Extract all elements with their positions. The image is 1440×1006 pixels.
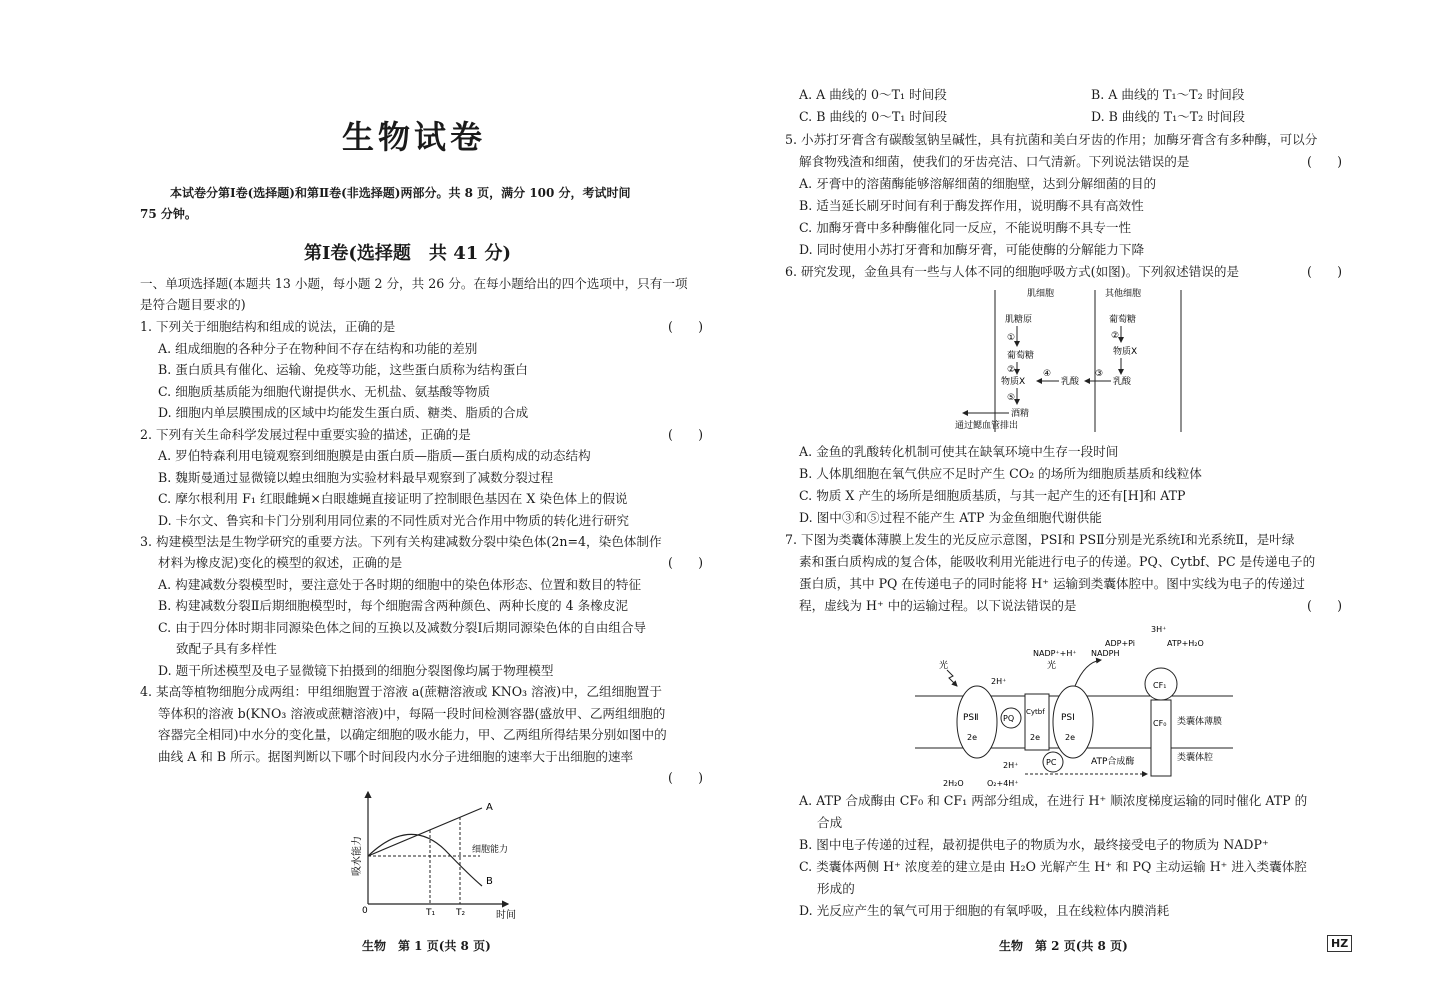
page-footer: 生物 第 1 页(共 8 页) bbox=[362, 939, 491, 953]
cytbf-label: Cytbf bbox=[1026, 708, 1045, 716]
part-heading-cont: 是符合题目要求的) bbox=[140, 297, 246, 312]
question-5: 5. 小苏打牙膏含有碳酸氢钠呈碱性，具有抗菌和美白牙齿的作用；加酶牙膏含有多种酶，可以分 bbox=[785, 132, 1318, 147]
other-cell-label: 其他细胞 bbox=[1105, 289, 1142, 299]
curve-b bbox=[368, 834, 482, 886]
exam-intro-cont: 75 分钟。 bbox=[140, 207, 197, 221]
thylakoid-diagram bbox=[915, 622, 1245, 788]
oxygen-label: O₂+4H⁺ bbox=[987, 779, 1019, 788]
water-label: 2H₂O bbox=[943, 779, 964, 788]
option-c: C. 细胞质基质能为细胞代谢提供水、无机盐、氨基酸等物质 bbox=[158, 384, 491, 399]
page-footer: 生物 第 2 页(共 8 页) bbox=[999, 939, 1128, 953]
muscle-cell-label: 肌细胞 bbox=[1027, 289, 1055, 299]
part-heading: 一、单项选择题(本题共 13 小题，每小题 2 分，共 26 分。在每小题给出的四个选项中，只有一项 bbox=[140, 276, 688, 291]
absorption-graph bbox=[340, 786, 540, 926]
glycogen-label: 肌糖原 bbox=[1005, 315, 1033, 325]
light-arrow-1 bbox=[947, 670, 957, 686]
question-7-cont: 素和蛋白质构成的复合体，能吸收利用光能进行电子的传递。PQ、Cytbf、PC 是传递电子的 bbox=[799, 554, 1316, 569]
option-b: B. 图中电子传递的过程，最初提供电子的物质为水，最终接受电子的物质为 NADP⁺ bbox=[799, 837, 1269, 852]
question-7-cont: 程，虚线为 H⁺ 中的运输过程。以下说法错误的是 bbox=[799, 598, 1077, 613]
question-4-cont: 容器完全相同)中水分的变化量，以确定细胞的吸水能力，甲、乙两组所得结果分别如图中的 bbox=[158, 727, 667, 742]
ps1-label: PSⅠ bbox=[1061, 713, 1075, 723]
synthase-label: ATP合成酶 bbox=[1091, 757, 1135, 767]
option-a: A. 构建减数分裂模型时，要注意处于各时期的细胞中的染色体形态、位置和数目的特征 bbox=[158, 577, 642, 592]
question-5-cont: 解食物残渣和细菌，使我们的牙齿亮洁、口气清新。下列说法错误的是 bbox=[799, 154, 1190, 169]
curve-a bbox=[368, 808, 482, 856]
atp-label: ATP+H₂O bbox=[1167, 639, 1204, 648]
answer-paren: ( ) bbox=[668, 770, 704, 785]
question-6: 6. 研究发现，金鱼具有一些与人体不同的细胞呼吸方式(如图)。下列叙述错误的是 bbox=[785, 264, 1240, 279]
option-d: D. 细胞内单层膜围成的区域中均能发生蛋白质、糖类、脂质的合成 bbox=[158, 405, 529, 420]
t2-label: T₂ bbox=[456, 908, 466, 918]
option-b: B. 人体肌细胞在氧气供应不足时产生 CO₂ 的场所为细胞质基质和线粒体 bbox=[799, 466, 1202, 481]
section-title: 第Ⅰ卷(选择题 共 41 分) bbox=[304, 243, 512, 264]
light-1: 光 bbox=[939, 661, 949, 671]
option-c: C. 类囊体两侧 H⁺ 浓度差的建立是由 H₂O 光解产生 H⁺ 和 PQ 主动运输 H⁺ 进入类囊体腔 bbox=[799, 859, 1307, 874]
lactate-muscle: 乳酸 bbox=[1061, 377, 1080, 387]
step-2: ② bbox=[1007, 365, 1016, 375]
option-d: D. 题干所述模型及电子显微镜下拍摄到的细胞分裂图像均属于物理模型 bbox=[158, 663, 554, 678]
option-c: C. 由于四分体时期非同源染色体之间的互换以及减数分裂Ⅰ后期同源染色体的自由组合导 bbox=[158, 620, 647, 635]
option-d: D. 图中③和⑤过程不能产生 ATP 为金鱼细胞代谢供能 bbox=[799, 510, 1102, 525]
h-bottom: 2H⁺ bbox=[1003, 761, 1019, 770]
exam-title: 生物试卷 bbox=[342, 118, 487, 156]
curve-a-label: A bbox=[486, 802, 493, 813]
hz-tag: HZ bbox=[1327, 935, 1352, 952]
exam-intro: 本试卷分第Ⅰ卷(选择题)和第Ⅱ卷(非选择题)两部分。共 8 页，满分 100 分，考试时间 bbox=[170, 186, 631, 200]
nadph-arrow bbox=[1075, 660, 1101, 686]
option-b: B. 构建减数分裂Ⅱ后期细胞模型时，每个细胞需含两种颜色、两种长度的 4 条橡皮泥 bbox=[158, 598, 629, 613]
cf0-label: CF₀ bbox=[1153, 719, 1167, 728]
q4-option-d: D. B 曲线的 T₁～T₂ 时间段 bbox=[1091, 109, 1245, 124]
step-4: ④ bbox=[1043, 369, 1052, 379]
t1-label: T₁ bbox=[426, 908, 436, 918]
q4-option-a: A. A 曲线的 0～T₁ 时间段 bbox=[799, 87, 947, 102]
h-top: 2H⁺ bbox=[991, 677, 1007, 686]
option-b: B. 魏斯曼通过显微镜以蝗虫细胞为实验材料最早观察到了减数分裂过程 bbox=[158, 470, 554, 485]
three-h-label: 3H⁺ bbox=[1151, 625, 1167, 634]
excrete-label: 通过鳃血管排出 bbox=[955, 421, 1019, 431]
option-c: C. 物质 X 产生的场所是细胞质基质，与其一起产生的还有[H]和 ATP bbox=[799, 488, 1186, 503]
ethanol-label: 酒精 bbox=[1011, 409, 1030, 419]
question-7-cont: 蛋白质，其中 PQ 在传递电子的同时能将 H⁺ 运输到类囊体腔中。图中实线为电子的传递过 bbox=[799, 576, 1305, 591]
origin-label: 0 bbox=[362, 906, 368, 916]
e-ps2: 2e bbox=[967, 733, 978, 742]
answer-paren: ( ) bbox=[1307, 154, 1343, 169]
glucose-other: 葡萄糖 bbox=[1109, 315, 1137, 325]
option-b: B. 蛋白质具有催化、运输、免疫等功能，这些蛋白质称为结构蛋白 bbox=[158, 362, 528, 377]
adp-label: ADP+Pi bbox=[1105, 639, 1136, 648]
question-4-cont: 等体积的溶液 b(KNO₃ 溶液或蔗糖溶液)中，每隔一段时间检测容器(盛放甲、乙两组细胞的 bbox=[158, 706, 666, 721]
option-a: A. 牙膏中的溶菌酶能够溶解细菌的细胞壁，达到分解细菌的目的 bbox=[799, 176, 1157, 191]
option-a: A. 金鱼的乳酸转化机制可使其在缺氧环境中生存一段时间 bbox=[799, 444, 1119, 459]
e-ps1: 2e bbox=[1065, 733, 1076, 742]
y-axis-label: 吸水能力 bbox=[352, 836, 363, 876]
option-c: C. 摩尔根利用 F₁ 红眼雌蝇×白眼雄蝇直接证明了控制眼色基因在 X 染色体上的假说 bbox=[158, 491, 628, 506]
option-c-cont: 形成的 bbox=[817, 881, 855, 896]
option-d: D. 光反应产生的氧气可用于细胞的有氧呼吸，且在线粒体内膜消耗 bbox=[799, 903, 1170, 918]
answer-paren: ( ) bbox=[668, 427, 704, 442]
step-5: ⑤ bbox=[1007, 393, 1016, 403]
lactate-other: 乳酸 bbox=[1113, 377, 1132, 387]
question-7: 7. 下图为类囊体薄膜上发生的光反应示意图，PSⅠ和 PSⅡ分别是光系统Ⅰ和光系统Ⅱ，是叶绿 bbox=[785, 532, 1295, 547]
option-a-cont: 合成 bbox=[817, 815, 843, 830]
option-a: A. 罗伯特森利用电镜观察到细胞膜是由蛋白质—脂质—蛋白质构成的动态结构 bbox=[158, 448, 591, 463]
question-1: 1. 下列关于细胞结构和组成的说法，正确的是 bbox=[140, 319, 396, 334]
question-4: 4. 某高等植物细胞分成两组：甲组细胞置于溶液 a(蔗糖溶液或 KNO₃ 溶液)中，乙组细胞置于 bbox=[140, 684, 662, 699]
q4-option-b: B. A 曲线的 T₁～T₂ 时间段 bbox=[1091, 87, 1245, 102]
option-c-cont: 致配子具有多样性 bbox=[176, 641, 277, 656]
x-other: 物质X bbox=[1113, 347, 1138, 357]
e-cytbf: 2e bbox=[1030, 733, 1041, 742]
step-1: ① bbox=[1007, 333, 1016, 343]
lumen-label: 类囊体腔 bbox=[1177, 753, 1214, 763]
light-2: 光 bbox=[1047, 661, 1057, 671]
step-3: ③ bbox=[1095, 369, 1104, 379]
q4-option-c: C. B 曲线的 0～T₁ 时间段 bbox=[799, 109, 948, 124]
curve-b-label: B bbox=[486, 876, 493, 887]
option-b: B. 适当延长刷牙时间有利于酶发挥作用，说明酶不具有高效性 bbox=[799, 198, 1144, 213]
question-3: 3. 构建模型法是生物学研究的重要方法。下列有关构建减数分裂中染色体(2n=4，染色体制作 bbox=[140, 534, 662, 549]
glucose-muscle: 葡萄糖 bbox=[1007, 351, 1035, 361]
step-2-other: ② bbox=[1111, 331, 1120, 341]
question-2: 2. 下列有关生命科学发展过程中重要实验的描述，正确的是 bbox=[140, 427, 471, 442]
respiration-diagram bbox=[955, 282, 1195, 440]
nadph-label: NADPH bbox=[1091, 649, 1120, 658]
option-c: C. 加酶牙膏中多种酶催化同一反应，不能说明酶不具专一性 bbox=[799, 220, 1132, 235]
x-axis-label: 时间 bbox=[496, 910, 516, 921]
pc-label: PC bbox=[1046, 758, 1057, 767]
mid-label: 细胞能力 bbox=[472, 845, 509, 855]
question-3-cont: 材料为橡皮泥)变化的模型的叙述，正确的是 bbox=[158, 555, 403, 570]
cf0-unit bbox=[1151, 700, 1171, 776]
option-a: A. ATP 合成酶由 CF₀ 和 CF₁ 两部分组成，在进行 H⁺ 顺浓度梯度运输的同时催化 ATP 的 bbox=[799, 793, 1308, 808]
pq-label: PQ bbox=[1003, 714, 1015, 723]
nadp-label: NADP⁺+H⁺ bbox=[1033, 649, 1077, 658]
option-d: D. 同时使用小苏打牙膏和加酶牙膏，可能使酶的分解能力下降 bbox=[799, 242, 1145, 257]
option-d: D. 卡尔文、鲁宾和卡门分别利用同位素的不同性质对光合作用中物质的转化进行研究 bbox=[158, 513, 630, 528]
ps2-label: PSⅡ bbox=[963, 713, 979, 723]
answer-paren: ( ) bbox=[1307, 264, 1343, 279]
answer-paren: ( ) bbox=[1307, 598, 1343, 613]
question-4-cont: 曲线 A 和 B 所示。据图判断以下哪个时间段内水分子进细胞的速率大于出细胞的速率 bbox=[158, 749, 634, 764]
option-a: A. 组成细胞的各种分子在物种间不存在结构和功能的差别 bbox=[158, 341, 478, 356]
answer-paren: ( ) bbox=[668, 555, 704, 570]
membrane-label: 类囊体薄膜 bbox=[1177, 717, 1223, 727]
x-muscle: 物质X bbox=[1001, 377, 1026, 387]
cf1-label: CF₁ bbox=[1153, 681, 1167, 690]
answer-paren: ( ) bbox=[668, 319, 704, 334]
